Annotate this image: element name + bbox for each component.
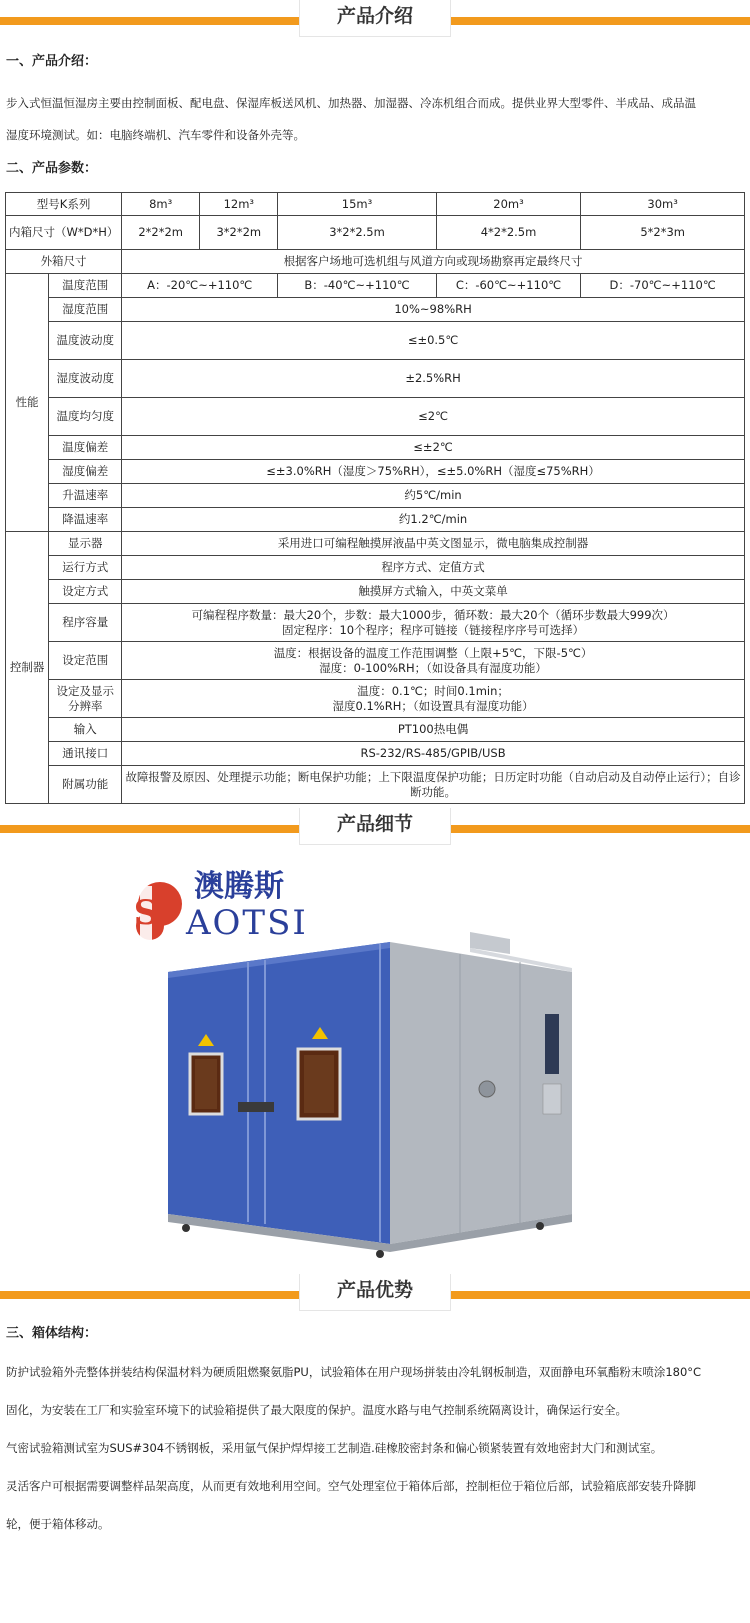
ctrl-row (6, 680, 745, 718)
structure-p2: 气密试验箱测试室为SUS#304不锈钢板，采用氩气保护焊焊接工艺制造.硅橡胶密封条和偏心锁紧装置有效地密封大门和测试室。 (6, 1441, 663, 1455)
temp-range-row (6, 274, 745, 298)
spec-table (5, 192, 745, 804)
model-cell: 8m³ (122, 193, 200, 216)
inner-size-cell: 5*2*3m (581, 216, 745, 250)
ctrl-label: 运行方式 (49, 556, 122, 580)
perf-value: ≤±0.5℃ (122, 322, 745, 360)
perf-label: 升温速率 (49, 484, 122, 508)
perf-row (6, 484, 745, 508)
outer-size-label: 外箱尺寸 (6, 250, 122, 274)
outer-size-row (6, 250, 745, 274)
perf-label: 温度均匀度 (49, 398, 122, 436)
inner-size-row (6, 216, 745, 250)
ctrl-group-label: 控制器 (6, 532, 49, 804)
ctrl-row (6, 718, 745, 742)
params-heading: 二、产品参数： (6, 161, 98, 176)
intro-text-1: 步入式恒温恒湿房主要由控制面板、配电盘、保湿库板送风机、加热器、加湿器、冷冻机组合而成。提供业界大型零件、半成品、成品温 (6, 96, 696, 110)
logo-mark (134, 882, 182, 946)
temp-range-label: 温度范围 (49, 274, 122, 298)
inner-size-cell: 2*2*2m (122, 216, 200, 250)
ctrl-label: 通讯接口 (49, 742, 122, 766)
perf-label: 降温速率 (49, 508, 122, 532)
inner-size-cell: 3*2*2.5m (278, 216, 436, 250)
caster (536, 1222, 544, 1230)
perf-value: 10%~98%RH (122, 298, 745, 322)
perf-value: 约5℃/min (122, 484, 745, 508)
inner-size-cell: 3*2*2m (200, 216, 278, 250)
perf-label: 温度偏差 (49, 436, 122, 460)
intro-banner (0, 0, 750, 36)
ctrl-row (6, 742, 745, 766)
ctrl-row (6, 580, 745, 604)
perf-label: 湿度偏差 (49, 460, 122, 484)
model-row (6, 193, 745, 216)
ctrl-label: 显示器 (49, 532, 122, 556)
perf-row (6, 360, 745, 398)
model-cell: 15m³ (278, 193, 436, 216)
ctrl-label: 设定及显示分辨率 (49, 680, 122, 718)
ctrl-row (6, 604, 745, 642)
cable-port (479, 1081, 495, 1097)
ctrl-value: 采用进口可编程触摸屏液晶中英文图显示，微电脑集成控制器 (122, 532, 745, 556)
ctrl-row (6, 532, 745, 556)
model-label: 型号K系列 (6, 193, 122, 216)
chamber-illustration (0, 844, 750, 1274)
model-cell: 20m³ (436, 193, 581, 216)
perf-label: 温度波动度 (49, 322, 122, 360)
ctrl-value: PT100热电偶 (122, 718, 745, 742)
model-cell: 30m³ (581, 193, 745, 216)
perf-row (6, 436, 745, 460)
perf-group-label: 性能 (6, 274, 49, 532)
perf-row (6, 460, 745, 484)
perf-row (6, 298, 745, 322)
outer-size-value: 根据客户场地可选机组与风道方向或现场勘察再定最终尺寸 (122, 250, 745, 274)
caster (376, 1250, 384, 1258)
structure-p1-line1: 防护试验箱外壳整体拼装结构保温材料为硬质阻燃聚氨脂PU，试验箱体在用户现场拼装由冷轧钢板制造，双面静电环氧酯粉末喷涂180°C (6, 1365, 702, 1379)
perf-label: 湿度波动度 (49, 360, 122, 398)
control-panel (545, 1014, 559, 1074)
banner-title: 产品细节 (299, 808, 451, 845)
intro-heading: 一、产品介绍： (6, 54, 98, 69)
ctrl-label: 程序容量 (49, 604, 122, 642)
ctrl-row (6, 766, 745, 804)
intro-text-2: 湿度环境测试。如：电脑终端机、汽车零件和设备外壳等。 (6, 128, 305, 142)
structure-heading: 三、箱体结构： (6, 1326, 98, 1341)
logo-en: AOTSI (186, 903, 308, 943)
perf-row (6, 508, 745, 532)
temp-range-cell: B：-40℃~+110℃ (278, 274, 436, 298)
ctrl-label: 附属功能 (49, 766, 122, 804)
detail-banner (0, 808, 750, 844)
perf-row (6, 398, 745, 436)
temp-range-cell: A：-20℃~+110℃ (122, 274, 278, 298)
ctrl-value: 可编程程序数量：最大20个，步数：最大1000步，循环数：最大20个（循环步数最大999次） 固定程序：10个程序；程序可链接（链接程序序号可选择） (122, 604, 745, 642)
banner-title: 产品介绍 (299, 0, 451, 37)
advantage-banner (0, 1274, 750, 1310)
ctrl-value: 温度：0.1℃；时间0.1min； 湿度0.1%RH；（如设置具有湿度功能） (122, 680, 745, 718)
ctrl-value: 程序方式、定值方式 (122, 556, 745, 580)
perf-value: 约1.2℃/min (122, 508, 745, 532)
door-handle (238, 1102, 274, 1112)
perf-row (6, 322, 745, 360)
perf-label: 湿度范围 (49, 298, 122, 322)
model-cell: 12m³ (200, 193, 278, 216)
structure-p1-line2: 固化，为安装在工厂和实验室环境下的试验箱提供了最大限度的保护。温度水路与电气控制系统隔离设计，确保运行安全。 (6, 1403, 627, 1417)
perf-value: ≤2℃ (122, 398, 745, 436)
ctrl-row (6, 556, 745, 580)
ctrl-value: 温度：根据设备的温度工作范围调整（上限+5℃，下限-5℃） 湿度：0-100%RH；（如设备具有湿度功能） (122, 642, 745, 680)
banner-title: 产品优势 (299, 1274, 451, 1311)
temp-range-cell: C：-60℃~+110℃ (436, 274, 581, 298)
structure-p3-line1: 灵活客户可根据需要调整样品架高度，从而更有效地利用空间。空气处理室位于箱体后部，控制柜位于箱位后部，试验箱底部安装升降脚 (6, 1479, 696, 1493)
logo-s-glyph: S (133, 893, 159, 933)
ctrl-value: 故障报警及原因、处理提示功能；断电保护功能；上下限温度保护功能；日历定时功能（自动启动及自动停止运行）；自诊断功能。 (122, 766, 745, 804)
inner-size-label: 内箱尺寸（W*D*H） (6, 216, 122, 250)
ctrl-label: 设定范围 (49, 642, 122, 680)
structure-p3-line2: 轮，便于箱体移动。 (6, 1517, 110, 1531)
ctrl-label: 设定方式 (49, 580, 122, 604)
logo-cn: 澳腾斯 (194, 869, 284, 904)
inner-size-cell: 4*2*2.5m (436, 216, 581, 250)
perf-value: ≤±3.0%RH（湿度＞75%RH），≤±5.0%RH（湿度≤75%RH） (122, 460, 745, 484)
product-photo (0, 844, 750, 1274)
ctrl-row (6, 642, 745, 680)
caster (182, 1224, 190, 1232)
ctrl-label: 输入 (49, 718, 122, 742)
ctrl-value: 触摸屏方式输入，中英文菜单 (122, 580, 745, 604)
perf-value: ≤±2℃ (122, 436, 745, 460)
temp-range-cell: D：-70℃~+110℃ (581, 274, 745, 298)
perf-value: ±2.5%RH (122, 360, 745, 398)
ctrl-value: RS-232/RS-485/GPIB/USB (122, 742, 745, 766)
